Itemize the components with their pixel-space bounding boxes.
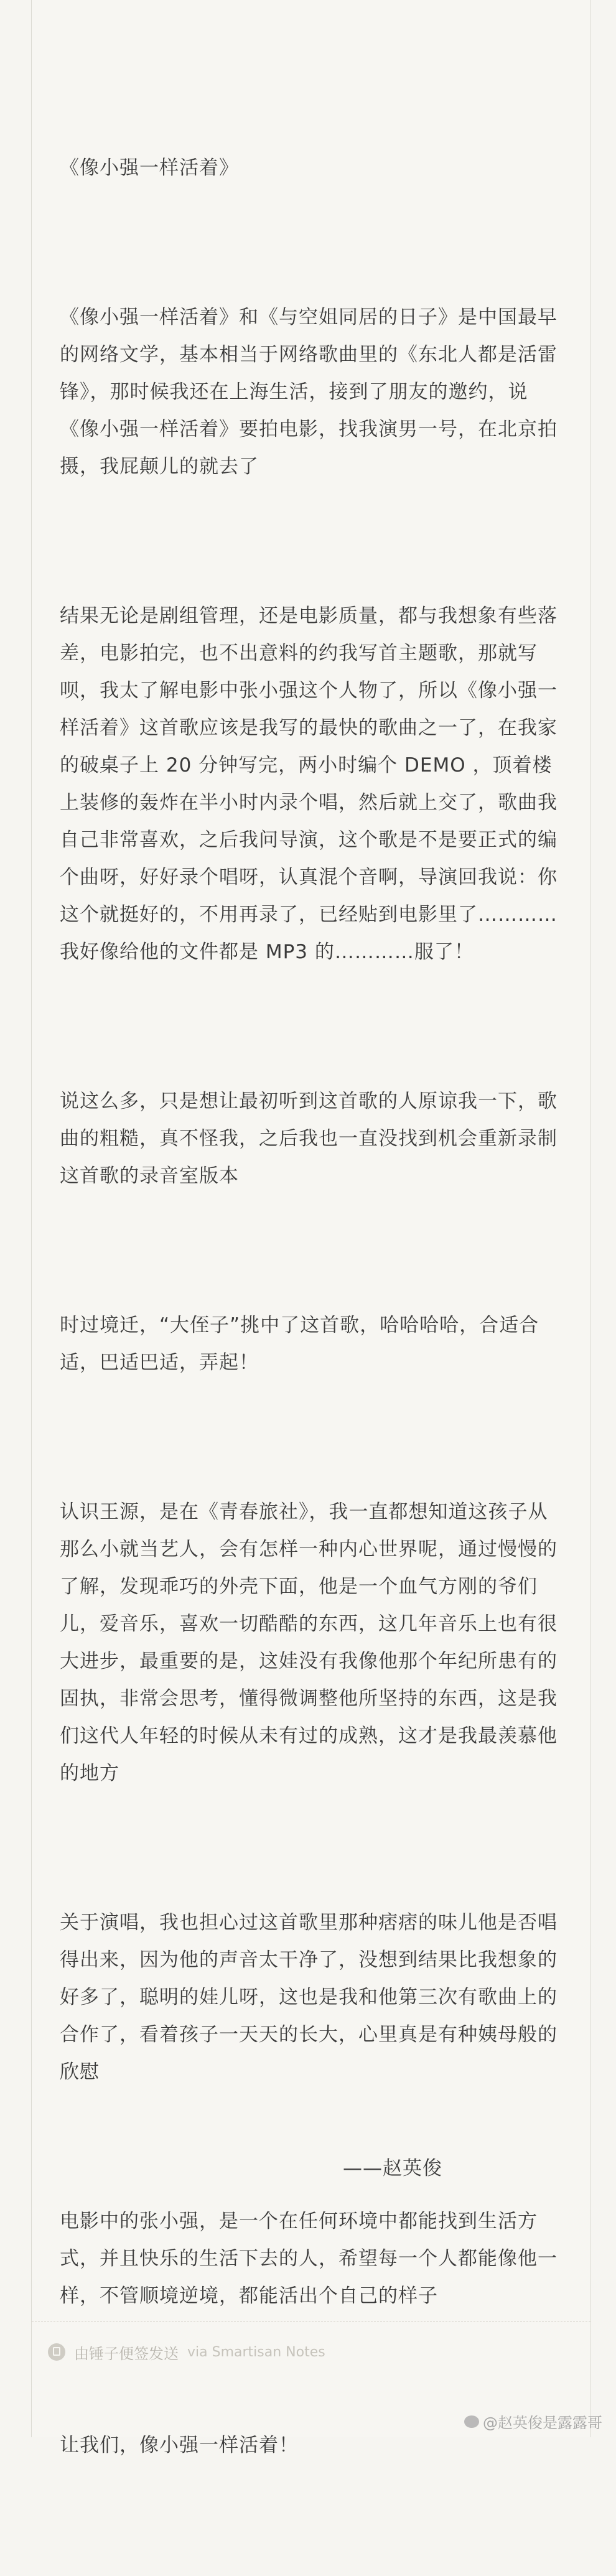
via-label: via Smartisan Notes (187, 2344, 325, 2360)
paragraph-6: 关于演唱，我也担心过这首歌里那种痞痞的味儿他是否唱得出来，因为他的声音太干净了，没想到结果比我想象的好多了，聪明的娃儿呀，这也是我和他第三次有歌曲上的合作了，看着孩子一天天的长大，心里真是有种姨母般的欣慰 (60, 1911, 558, 2083)
note-body (60, 75, 564, 2576)
footer-divider (32, 2321, 590, 2322)
paragraph-5: 认识王源，是在《青春旅社》，我一直都想知道这孩子从那么小就当艺人，会有怎样一种内心世界呢，通过慢慢的了解，发现乖巧的外壳下面，他是一个血气方刚的爷们儿，爱音乐，喜欢一切酷酷的东西，这几年音乐上也有很大进步，最重要的是，这娃没有我像他那个年纪所患有的固执，非常会思考，懂得微调整他所坚持的东西，这是我们这代人年轻的时候从未有过的成熟，这才是我最羡慕他的地方 (60, 1501, 558, 1785)
signature: ——赵英俊 (343, 2157, 442, 2180)
note-title: 《像小强一样活着》 (60, 157, 239, 179)
watermark-text: @赵英俊是露露哥 (483, 2414, 602, 2432)
note-footer (48, 2340, 325, 2364)
smartisan-notes-icon (48, 2343, 65, 2361)
paragraph-3: 说这么多，只是想让最初听到这首歌的人原谅我一下，歌曲的粗糙，真不怪我，之后我也一直没找到机会重新录制这首歌的录音室版本 (60, 1090, 558, 1187)
weibo-watermark (464, 2410, 602, 2432)
paragraph-1: 《像小强一样活着》和《与空姐同居的日子》是中国最早的网络文学，基本相当于网络歌曲里的《东北人都是活雷锋》，那时候我还在上海生活，接到了朋友的邀约，说《像小强一样活着》要拍电影，找我演男一号，在北京拍摄，我屁颠儿的就去了 (60, 306, 558, 478)
weibo-icon (464, 2415, 479, 2428)
paragraph-7: 电影中的张小强，是一个在任何环境中都能找到生活方式，并且快乐的生活下去的人，希望每一个人都能像他一样，不管顺境逆境，都能活出个自己的样子 (60, 2210, 558, 2307)
paragraph-8: 让我们，像小强一样活着！ (60, 2434, 299, 2457)
paragraph-2: 结果无论是剧组管理，还是电影质量，都与我想象有些落差，电影拍完，也不出意料的约我写首主题歌，那就写呗，我太了解电影中张小强这个人物了，所以《像小强一样活着》这首歌应该是我写的最快的歌曲之一了，在我家的破桌子上 20 分钟写完，两小时编个 DEMO ，顶着楼上装修的轰炸在半小时内录个唱，然后就上交了，歌曲我自己非常喜欢，之后我问导演，这个歌是不是要正式的编个曲呀，好好录个唱呀，认真混个音啊，导演回我说：你这个就挺好的，不用再录了，已经贴到电影里了…………我好像给他的文件都是 MP3 的…………服了！ (60, 605, 558, 963)
note-card (31, 0, 591, 2457)
paragraph-4: 时过境迁，“大侄子”挑中了这首歌，哈哈哈哈，合适合适，巴适巴适，弄起！ (60, 1314, 539, 1374)
sent-from-label: 由锤子便签发送 (74, 2345, 179, 2363)
